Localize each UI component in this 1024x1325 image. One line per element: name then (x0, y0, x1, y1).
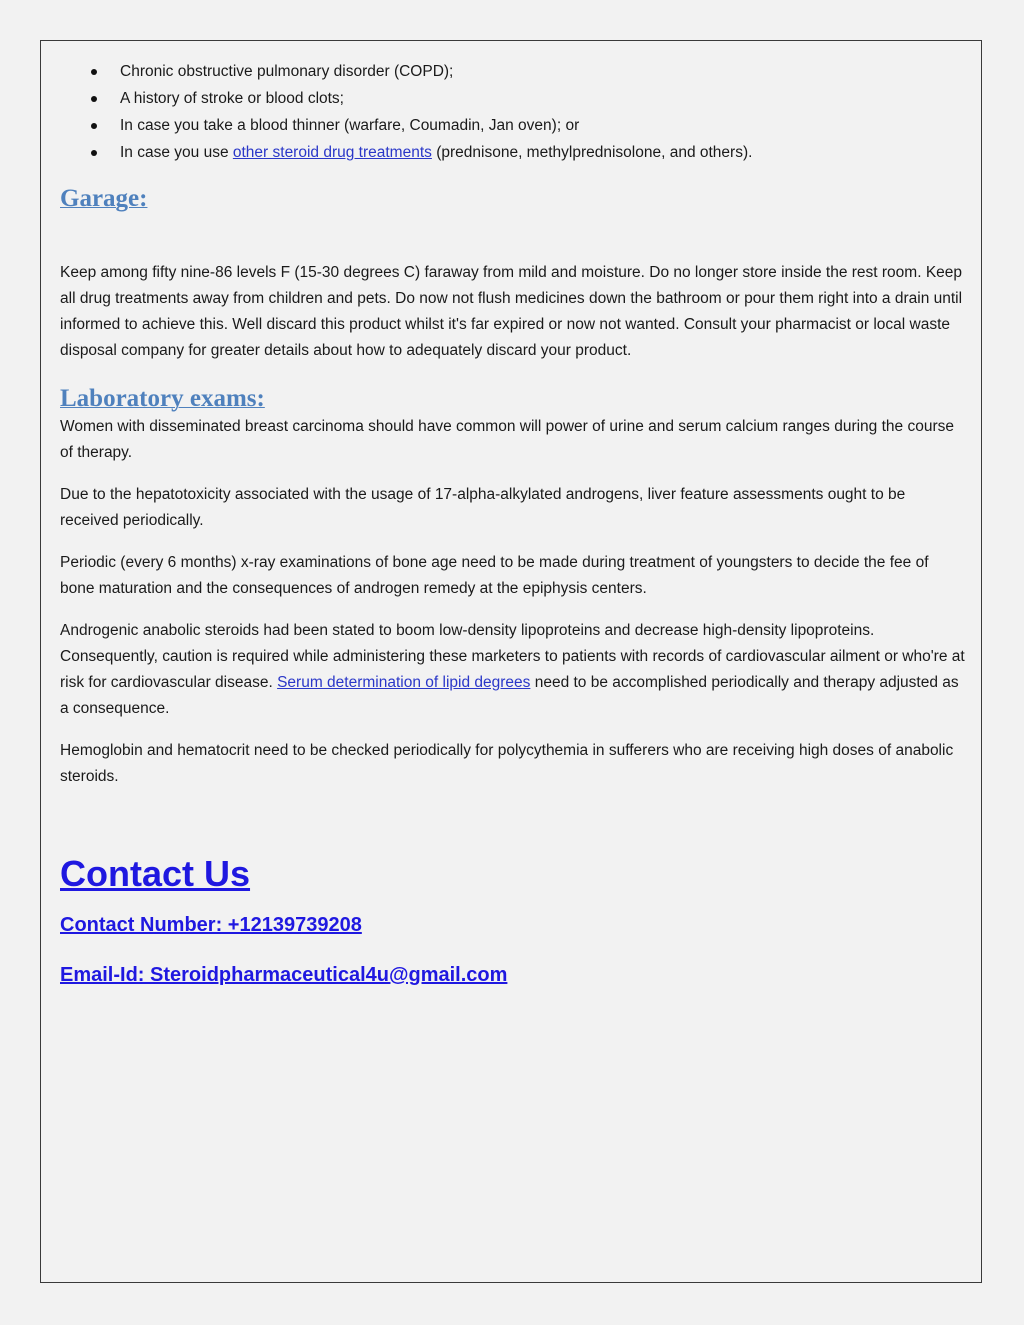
list-item-text: In case you use (120, 144, 233, 161)
steroid-treatments-link[interactable]: other steroid drug treatments (232, 144, 432, 161)
contact-email-link[interactable]: Email-Id: Steroidpharmaceutical4u@gmail.com (60, 964, 508, 986)
lab-paragraph-text: need to be accomplished periodically and therapy adjusted as a consequence. (60, 674, 959, 717)
bullet-icon (91, 150, 97, 156)
list-item-text: A history of stroke or blood clots; (120, 90, 344, 107)
lab-paragraph: Women with disseminated breast carcinoma should have common will power of urine and serum calcium ranges during the course of therapy. (60, 418, 954, 461)
contact-section (60, 850, 965, 990)
garage-heading: Garage: (60, 185, 148, 212)
lab-paragraph: Due to the hepatotoxicity associated with the usage of 17-alpha-alkylated androgens, liver feature assessments ought to be received periodically. (60, 486, 906, 529)
document-content (60, 58, 965, 990)
lab-paragraph-text: Androgenic anabolic steroids had been stated to boom low-density lipoproteins and decrease high-density lipoproteins. Consequently, caution is required while administering these marketers to patients with records of cardiovascular ailment or who're at risk for cardiovascular disease. (60, 622, 965, 691)
lab-paragraph: Periodic (every 6 months) x-ray examinations of bone age need to be made during treatment of youngsters to decide the fee of bone maturation and the consequences of androgen remedy at the epiphysis centers. (60, 554, 929, 597)
condition-list (60, 58, 965, 166)
lab-paragraph (60, 618, 965, 722)
lipid-degrees-link[interactable]: Serum determination of lipid degrees (277, 674, 531, 691)
list-item-text: Chronic obstructive pulmonary disorder (COPD); (120, 63, 454, 80)
list-item-text: In case you take a blood thinner (warfare, Coumadin, Jan oven); or (120, 117, 580, 134)
contact-us-link[interactable]: Contact Us (60, 853, 251, 894)
garage-paragraph: Keep among fifty nine-86 levels F (15-30 degrees C) faraway from mild and moisture. Do no longer store inside the rest room. Keep all drug treatments away from children and pets. Do now not flush medicines down the bathroom or pour them right into a drain until informed to achieve this. Well discard this product whilst it's far expired or now not wanted. Consult your pharmacist or local waste disposal company for greater details about how to adequately discard your product. (60, 264, 963, 359)
contact-number-link[interactable]: Contact Number: +12139739208 (60, 914, 362, 936)
bullet-icon (91, 123, 97, 129)
lab-heading: Laboratory exams: (60, 385, 265, 412)
list-item (60, 112, 965, 139)
bullet-icon (91, 96, 97, 102)
bullet-icon (91, 69, 97, 75)
list-item-text: (prednisone, methylprednisolone, and others). (431, 144, 753, 161)
list-item (60, 139, 965, 166)
list-item (60, 58, 965, 85)
list-item (60, 85, 965, 112)
lab-paragraph: Hemoglobin and hematocrit need to be checked periodically for polycythemia in sufferers who are receiving high doses of anabolic steroids. (60, 742, 954, 785)
